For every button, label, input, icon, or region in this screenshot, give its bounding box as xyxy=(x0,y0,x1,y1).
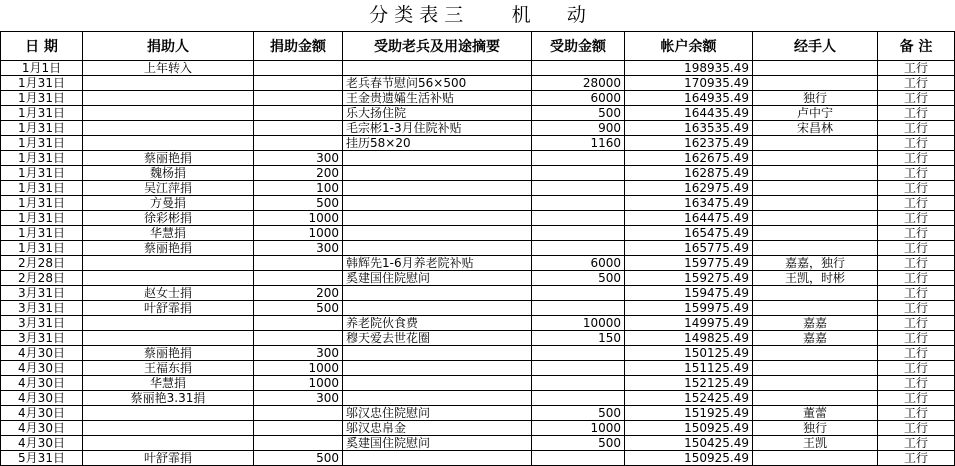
remarks-cell: 工行 xyxy=(878,406,955,421)
remarks-cell: 工行 xyxy=(878,76,955,91)
remarks-cell: 工行 xyxy=(878,361,955,376)
donation-cell: 200 xyxy=(254,286,343,301)
balance-cell: 162875.49 xyxy=(625,166,753,181)
date-cell: 4月30日 xyxy=(1,361,83,376)
purpose-cell xyxy=(343,211,532,226)
date-cell: 1月31日 xyxy=(1,226,83,241)
donor-cell: 华慧捐 xyxy=(83,376,254,391)
remarks-cell: 工行 xyxy=(878,346,955,361)
donation-cell xyxy=(254,256,343,271)
purpose-cell xyxy=(343,451,532,466)
handler-cell xyxy=(753,61,878,76)
handler-cell: 嘉嘉 xyxy=(753,316,878,331)
date-cell: 2月28日 xyxy=(1,256,83,271)
aid-cell xyxy=(532,376,625,391)
balance-cell: 159475.49 xyxy=(625,286,753,301)
handler-cell: 卢中宁 xyxy=(753,106,878,121)
purpose-cell xyxy=(343,166,532,181)
date-cell: 1月31日 xyxy=(1,76,83,91)
handler-cell xyxy=(753,196,878,211)
aid-cell xyxy=(532,301,625,316)
table-row xyxy=(1,91,955,106)
handler-cell: 董蕾 xyxy=(753,406,878,421)
handler-cell xyxy=(753,346,878,361)
purpose-cell xyxy=(343,151,532,166)
header-balance: 帐户余额 xyxy=(625,32,753,61)
handler-cell xyxy=(753,451,878,466)
handler-cell xyxy=(753,76,878,91)
handler-cell xyxy=(753,286,878,301)
aid-cell xyxy=(532,391,625,406)
aid-cell xyxy=(532,241,625,256)
balance-cell: 159275.49 xyxy=(625,271,753,286)
date-cell: 2月28日 xyxy=(1,271,83,286)
remarks-cell: 工行 xyxy=(878,211,955,226)
purpose-cell: 乐大扬住院 xyxy=(343,106,532,121)
purpose-cell xyxy=(343,301,532,316)
donor-cell xyxy=(83,271,254,286)
remarks-cell: 工行 xyxy=(878,226,955,241)
date-cell: 4月30日 xyxy=(1,436,83,451)
balance-cell: 149975.49 xyxy=(625,316,753,331)
date-cell: 1月1日 xyxy=(1,61,83,76)
donation-cell xyxy=(254,76,343,91)
purpose-cell: 穆天爱去世花圈 xyxy=(343,331,532,346)
header-handler: 经手人 xyxy=(753,32,878,61)
balance-cell: 150125.49 xyxy=(625,346,753,361)
handler-cell: 王凯 xyxy=(753,436,878,451)
donor-cell: 叶舒霏捐 xyxy=(83,301,254,316)
handler-cell xyxy=(753,151,878,166)
balance-cell: 151925.49 xyxy=(625,406,753,421)
handler-cell: 独行 xyxy=(753,421,878,436)
remarks-cell: 工行 xyxy=(878,286,955,301)
header-row xyxy=(1,32,955,61)
donation-cell: 100 xyxy=(254,181,343,196)
balance-cell: 162975.49 xyxy=(625,181,753,196)
aid-cell xyxy=(532,166,625,181)
donor-cell: 赵女士捐 xyxy=(83,286,254,301)
donor-cell xyxy=(83,136,254,151)
donation-cell xyxy=(254,331,343,346)
aid-cell xyxy=(532,361,625,376)
table-row xyxy=(1,181,955,196)
donation-cell xyxy=(254,406,343,421)
aid-cell: 10000 xyxy=(532,316,625,331)
date-cell: 1月31日 xyxy=(1,166,83,181)
date-cell: 1月31日 xyxy=(1,211,83,226)
date-cell: 1月31日 xyxy=(1,196,83,211)
handler-cell xyxy=(753,181,878,196)
date-cell: 4月30日 xyxy=(1,346,83,361)
table-row xyxy=(1,361,955,376)
handler-cell: 王凯，时彬 xyxy=(753,271,878,286)
table-row xyxy=(1,271,955,286)
table-row xyxy=(1,121,955,136)
aid-cell xyxy=(532,151,625,166)
remarks-cell: 工行 xyxy=(878,301,955,316)
purpose-cell: 奚建国住院慰问 xyxy=(343,271,532,286)
remarks-cell: 工行 xyxy=(878,196,955,211)
donation-cell: 1000 xyxy=(254,376,343,391)
balance-cell: 162375.49 xyxy=(625,136,753,151)
donor-cell: 蔡丽艳捐 xyxy=(83,151,254,166)
remarks-cell: 工行 xyxy=(878,331,955,346)
balance-cell: 163535.49 xyxy=(625,121,753,136)
date-cell: 1月31日 xyxy=(1,181,83,196)
header-remarks: 备 注 xyxy=(878,32,955,61)
balance-cell: 165775.49 xyxy=(625,241,753,256)
donation-cell: 500 xyxy=(254,196,343,211)
date-cell: 3月31日 xyxy=(1,301,83,316)
table-row xyxy=(1,226,955,241)
balance-cell: 150425.49 xyxy=(625,436,753,451)
aid-cell: 500 xyxy=(532,106,625,121)
donation-cell: 200 xyxy=(254,166,343,181)
handler-cell xyxy=(753,211,878,226)
handler-cell xyxy=(753,376,878,391)
remarks-cell: 工行 xyxy=(878,166,955,181)
header-donor: 捐助人 xyxy=(83,32,254,61)
donor-cell xyxy=(83,106,254,121)
table-row xyxy=(1,376,955,391)
donor-cell xyxy=(83,256,254,271)
aid-cell xyxy=(532,196,625,211)
date-cell: 4月30日 xyxy=(1,406,83,421)
page-title: 分 类 表 三 机 动 xyxy=(369,4,586,26)
balance-cell: 164435.49 xyxy=(625,106,753,121)
donor-cell xyxy=(83,91,254,106)
purpose-cell xyxy=(343,361,532,376)
purpose-cell: 韩辉先1-6月养老院补贴 xyxy=(343,256,532,271)
purpose-cell xyxy=(343,391,532,406)
purpose-cell: 邬汉忠帛金 xyxy=(343,421,532,436)
aid-cell xyxy=(532,226,625,241)
purpose-cell: 老兵春节慰问56×500 xyxy=(343,76,532,91)
table-row xyxy=(1,286,955,301)
remarks-cell: 工行 xyxy=(878,61,955,76)
donation-cell xyxy=(254,436,343,451)
table-row xyxy=(1,391,955,406)
handler-cell xyxy=(753,136,878,151)
table-row xyxy=(1,241,955,256)
date-cell: 4月30日 xyxy=(1,376,83,391)
donation-cell xyxy=(254,61,343,76)
table-row xyxy=(1,301,955,316)
date-cell: 4月30日 xyxy=(1,421,83,436)
donation-cell: 1000 xyxy=(254,226,343,241)
balance-cell: 163475.49 xyxy=(625,196,753,211)
date-cell: 4月30日 xyxy=(1,391,83,406)
donor-cell xyxy=(83,331,254,346)
remarks-cell: 工行 xyxy=(878,391,955,406)
handler-cell xyxy=(753,241,878,256)
date-cell: 1月31日 xyxy=(1,241,83,256)
balance-cell: 150925.49 xyxy=(625,421,753,436)
purpose-cell: 养老院伙食费 xyxy=(343,316,532,331)
donor-cell xyxy=(83,121,254,136)
donation-cell xyxy=(254,271,343,286)
table-row xyxy=(1,211,955,226)
purpose-cell xyxy=(343,376,532,391)
remarks-cell: 工行 xyxy=(878,436,955,451)
handler-cell: 嘉嘉，独行 xyxy=(753,256,878,271)
ledger-table xyxy=(0,31,955,466)
donor-cell xyxy=(83,436,254,451)
donor-cell xyxy=(83,316,254,331)
remarks-cell: 工行 xyxy=(878,121,955,136)
date-cell: 5月31日 xyxy=(1,451,83,466)
table-row xyxy=(1,436,955,451)
aid-cell: 1160 xyxy=(532,136,625,151)
balance-cell: 151125.49 xyxy=(625,361,753,376)
balance-cell: 170935.49 xyxy=(625,76,753,91)
balance-cell: 164475.49 xyxy=(625,211,753,226)
purpose-cell: 奚建国住院慰问 xyxy=(343,436,532,451)
donation-cell: 300 xyxy=(254,151,343,166)
balance-cell: 159975.49 xyxy=(625,301,753,316)
remarks-cell: 工行 xyxy=(878,91,955,106)
donor-cell: 方曼捐 xyxy=(83,196,254,211)
remarks-cell: 工行 xyxy=(878,181,955,196)
handler-cell xyxy=(753,301,878,316)
donation-cell: 300 xyxy=(254,391,343,406)
remarks-cell: 工行 xyxy=(878,136,955,151)
donor-cell xyxy=(83,406,254,421)
purpose-cell: 王金贵遗孀生活补贴 xyxy=(343,91,532,106)
purpose-cell xyxy=(343,226,532,241)
date-cell: 1月31日 xyxy=(1,106,83,121)
donation-cell: 300 xyxy=(254,241,343,256)
remarks-cell: 工行 xyxy=(878,271,955,286)
donation-cell: 300 xyxy=(254,346,343,361)
table-row xyxy=(1,106,955,121)
donor-cell: 蔡丽艳捐 xyxy=(83,241,254,256)
balance-cell: 164935.49 xyxy=(625,91,753,106)
table-row xyxy=(1,316,955,331)
donor-cell: 魏杨捐 xyxy=(83,166,254,181)
header-aid-amount: 受助金额 xyxy=(532,32,625,61)
donation-cell xyxy=(254,316,343,331)
balance-cell: 149825.49 xyxy=(625,331,753,346)
donation-cell: 500 xyxy=(254,451,343,466)
date-cell: 3月31日 xyxy=(1,286,83,301)
balance-cell: 152125.49 xyxy=(625,376,753,391)
header-recipient-purpose: 受助老兵及用途摘要 xyxy=(343,32,532,61)
donation-cell xyxy=(254,91,343,106)
table-row xyxy=(1,331,955,346)
donor-cell: 叶舒霏捐 xyxy=(83,451,254,466)
purpose-cell xyxy=(343,196,532,211)
balance-cell: 162675.49 xyxy=(625,151,753,166)
aid-cell xyxy=(532,346,625,361)
remarks-cell: 工行 xyxy=(878,316,955,331)
donor-cell: 徐彩彬捐 xyxy=(83,211,254,226)
purpose-cell xyxy=(343,61,532,76)
handler-cell xyxy=(753,391,878,406)
donor-cell: 华慧捐 xyxy=(83,226,254,241)
header-donation-amount: 捐助金额 xyxy=(254,32,343,61)
donor-cell xyxy=(83,76,254,91)
donation-cell: 1000 xyxy=(254,211,343,226)
aid-cell: 500 xyxy=(532,436,625,451)
table-row xyxy=(1,256,955,271)
donation-cell xyxy=(254,136,343,151)
table-row xyxy=(1,136,955,151)
table-row xyxy=(1,451,955,466)
table-row xyxy=(1,61,955,76)
handler-cell: 独行 xyxy=(753,91,878,106)
aid-cell: 6000 xyxy=(532,91,625,106)
balance-cell: 150925.49 xyxy=(625,451,753,466)
purpose-cell: 挂历58×20 xyxy=(343,136,532,151)
balance-cell: 198935.49 xyxy=(625,61,753,76)
aid-cell xyxy=(532,451,625,466)
table-row xyxy=(1,151,955,166)
handler-cell: 宋昌林 xyxy=(753,121,878,136)
purpose-cell: 毛宗彬1-3月住院补贴 xyxy=(343,121,532,136)
purpose-cell: 邬汉忠住院慰问 xyxy=(343,406,532,421)
date-cell: 3月31日 xyxy=(1,331,83,346)
donor-cell: 王福东捐 xyxy=(83,361,254,376)
remarks-cell: 工行 xyxy=(878,241,955,256)
remarks-cell: 工行 xyxy=(878,106,955,121)
aid-cell: 1000 xyxy=(532,421,625,436)
aid-cell: 150 xyxy=(532,331,625,346)
handler-cell: 嘉嘉 xyxy=(753,331,878,346)
donor-cell: 上年转入 xyxy=(83,61,254,76)
aid-cell: 900 xyxy=(532,121,625,136)
table-row xyxy=(1,346,955,361)
donor-cell xyxy=(83,421,254,436)
purpose-cell xyxy=(343,346,532,361)
remarks-cell: 工行 xyxy=(878,451,955,466)
table-row xyxy=(1,166,955,181)
purpose-cell xyxy=(343,241,532,256)
handler-cell xyxy=(753,361,878,376)
date-cell: 3月31日 xyxy=(1,316,83,331)
donation-cell: 500 xyxy=(254,301,343,316)
aid-cell xyxy=(532,61,625,76)
purpose-cell xyxy=(343,286,532,301)
aid-cell: 500 xyxy=(532,271,625,286)
remarks-cell: 工行 xyxy=(878,376,955,391)
aid-cell xyxy=(532,286,625,301)
table-row xyxy=(1,406,955,421)
date-cell: 1月31日 xyxy=(1,121,83,136)
donation-cell xyxy=(254,106,343,121)
donation-cell xyxy=(254,121,343,136)
donation-cell: 1000 xyxy=(254,361,343,376)
date-cell: 1月31日 xyxy=(1,151,83,166)
balance-cell: 165475.49 xyxy=(625,226,753,241)
donation-cell xyxy=(254,421,343,436)
purpose-cell xyxy=(343,181,532,196)
table-row xyxy=(1,421,955,436)
balance-cell: 152425.49 xyxy=(625,391,753,406)
remarks-cell: 工行 xyxy=(878,421,955,436)
table-row xyxy=(1,196,955,211)
handler-cell xyxy=(753,166,878,181)
header-date: 日 期 xyxy=(1,32,83,61)
aid-cell: 28000 xyxy=(532,76,625,91)
balance-cell: 159775.49 xyxy=(625,256,753,271)
table-row xyxy=(1,76,955,91)
aid-cell: 6000 xyxy=(532,256,625,271)
donor-cell: 蔡丽艳捐 xyxy=(83,346,254,361)
date-cell: 1月31日 xyxy=(1,136,83,151)
date-cell: 1月31日 xyxy=(1,91,83,106)
aid-cell xyxy=(532,181,625,196)
aid-cell xyxy=(532,211,625,226)
aid-cell: 500 xyxy=(532,406,625,421)
remarks-cell: 工行 xyxy=(878,151,955,166)
donor-cell: 蔡丽艳3.31捐 xyxy=(83,391,254,406)
handler-cell xyxy=(753,226,878,241)
donor-cell: 吴江萍捐 xyxy=(83,181,254,196)
remarks-cell: 工行 xyxy=(878,256,955,271)
